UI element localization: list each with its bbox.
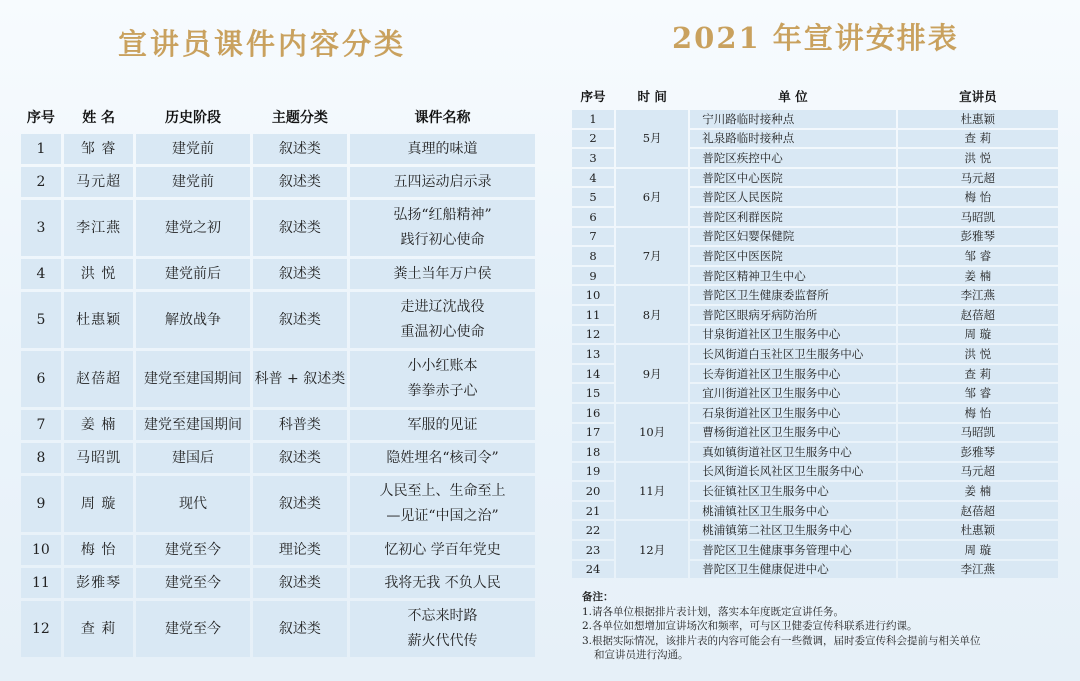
cell-course bbox=[350, 535, 535, 565]
cell-no: 23 bbox=[572, 541, 614, 559]
cell-unit: 普陀区眼病牙病防治所 bbox=[690, 306, 895, 324]
courseware-table-body bbox=[21, 134, 535, 657]
cell-course bbox=[350, 410, 535, 440]
cell-course bbox=[350, 200, 535, 256]
header-unit: 单 位 bbox=[778, 89, 808, 104]
cell-unit: 普陀区中心医院 bbox=[690, 169, 895, 187]
cell-month: 11月 bbox=[616, 463, 688, 520]
cell-no: 18 bbox=[572, 443, 614, 461]
cell-speaker: 查 莉 bbox=[898, 130, 1058, 148]
table-row bbox=[21, 443, 535, 473]
cell-category: 理论类 bbox=[253, 535, 347, 565]
cell-unit: 桃浦镇社区卫生服务中心 bbox=[690, 502, 895, 520]
cell-speaker: 洪 悦 bbox=[898, 149, 1058, 167]
table-row bbox=[21, 351, 535, 407]
cell-name: 马元超 bbox=[64, 167, 134, 197]
cell-category: 叙述类 bbox=[253, 476, 347, 532]
notes-section bbox=[582, 590, 1062, 663]
cell-no: 24 bbox=[572, 561, 614, 579]
cell-month: 9月 bbox=[616, 345, 688, 402]
cell-speaker: 姜 楠 bbox=[898, 482, 1058, 500]
cell-no: 22 bbox=[572, 521, 614, 539]
cell-month: 7月 bbox=[616, 228, 688, 285]
cell-stage: 建党至今 bbox=[136, 568, 249, 598]
table-row bbox=[572, 463, 1058, 481]
cell-category: 叙述类 bbox=[253, 134, 347, 164]
cell-no: 3 bbox=[21, 200, 61, 256]
cell-category: 叙述类 bbox=[253, 601, 347, 657]
cell-no: 21 bbox=[572, 502, 614, 520]
cell-month: 12月 bbox=[616, 521, 688, 578]
course-line: 粪土当年万户侯 bbox=[393, 265, 492, 282]
cell-course bbox=[350, 134, 535, 164]
cell-no: 4 bbox=[21, 259, 61, 289]
right-page-title: 2021 年宣讲安排表 bbox=[672, 21, 959, 55]
cell-no: 7 bbox=[572, 228, 614, 246]
course-line: 隐姓埋名“核司令” bbox=[386, 449, 499, 466]
cell-speaker: 杜惠颖 bbox=[898, 521, 1058, 539]
cell-name: 彭雅琴 bbox=[64, 568, 134, 598]
cell-no: 12 bbox=[572, 326, 614, 344]
cell-month: 10月 bbox=[616, 404, 688, 461]
cell-stage: 建党至建国期间 bbox=[136, 410, 249, 440]
table-row bbox=[572, 228, 1058, 246]
cell-no: 13 bbox=[572, 345, 614, 363]
cell-unit: 曹杨街道社区卫生服务中心 bbox=[690, 424, 895, 442]
cell-stage: 解放战争 bbox=[136, 292, 249, 348]
cell-unit: 普陀区卫生健康促进中心 bbox=[690, 561, 895, 579]
cell-category: 叙述类 bbox=[253, 443, 347, 473]
cell-stage: 建党前 bbox=[136, 134, 249, 164]
course-line: 五四运动启示录 bbox=[393, 173, 492, 190]
cell-no: 9 bbox=[21, 476, 61, 532]
cell-category: 科普类 bbox=[253, 410, 347, 440]
cell-no: 1 bbox=[572, 110, 614, 128]
cell-no: 19 bbox=[572, 463, 614, 481]
cell-no: 4 bbox=[572, 169, 614, 187]
cell-name: 周 璇 bbox=[64, 476, 134, 532]
cell-unit: 宁川路临时接种点 bbox=[690, 110, 895, 128]
header-speaker: 宣讲员 bbox=[959, 89, 997, 104]
cell-name: 查 莉 bbox=[64, 601, 134, 657]
table-row bbox=[21, 259, 535, 289]
cell-course bbox=[350, 601, 535, 657]
cell-no: 5 bbox=[572, 188, 614, 206]
cell-course bbox=[350, 476, 535, 532]
cell-speaker: 杜惠颖 bbox=[898, 110, 1058, 128]
cell-unit: 长风街道长风社区卫生服务中心 bbox=[690, 463, 895, 481]
note-line: 3.根据实际情况，该排片表的内容可能会有一些微调，届时委宣传科会提前与相关单位 bbox=[582, 634, 981, 647]
notes-label: 备注： bbox=[582, 591, 614, 603]
cell-no: 2 bbox=[572, 130, 614, 148]
cell-unit: 普陀区利群医院 bbox=[690, 208, 895, 226]
cell-no: 17 bbox=[572, 424, 614, 442]
courseware-category-table bbox=[18, 100, 538, 660]
cell-no: 10 bbox=[572, 286, 614, 304]
table-row bbox=[21, 568, 535, 598]
table-row bbox=[572, 345, 1058, 363]
cell-speaker: 马元超 bbox=[898, 169, 1058, 187]
cell-unit: 桃浦镇第二社区卫生服务中心 bbox=[690, 521, 895, 539]
cell-speaker: 彭雅琴 bbox=[898, 228, 1058, 246]
cell-no: 7 bbox=[21, 410, 61, 440]
cell-speaker: 李江燕 bbox=[898, 561, 1058, 579]
cell-unit: 石泉街道社区卫生服务中心 bbox=[690, 404, 895, 422]
cell-stage: 现代 bbox=[136, 476, 249, 532]
cell-name: 梅 怡 bbox=[64, 535, 134, 565]
cell-speaker: 查 莉 bbox=[898, 365, 1058, 383]
cell-speaker: 邹 睿 bbox=[898, 247, 1058, 265]
cell-name: 李江燕 bbox=[64, 200, 134, 256]
cell-name: 杜惠颖 bbox=[64, 292, 134, 348]
cell-speaker: 梅 怡 bbox=[898, 404, 1058, 422]
cell-month: 5月 bbox=[616, 110, 688, 167]
cell-course bbox=[350, 443, 535, 473]
cell-speaker: 邹 睿 bbox=[898, 384, 1058, 402]
cell-speaker: 梅 怡 bbox=[898, 188, 1058, 206]
cell-stage: 建党之初 bbox=[136, 200, 249, 256]
cell-stage: 建党至今 bbox=[136, 535, 249, 565]
cell-no: 11 bbox=[21, 568, 61, 598]
cell-no: 16 bbox=[572, 404, 614, 422]
table-row bbox=[21, 292, 535, 348]
cell-no: 6 bbox=[572, 208, 614, 226]
course-line: 不忘来时路 bbox=[407, 608, 478, 624]
table-row bbox=[21, 535, 535, 565]
cell-name: 马昭凯 bbox=[64, 443, 134, 473]
course-line: 弘扬“红船精神” bbox=[393, 207, 492, 223]
course-line: 军服的见证 bbox=[407, 416, 478, 433]
cell-name: 洪 悦 bbox=[64, 259, 134, 289]
cell-stage: 建党至建国期间 bbox=[136, 351, 249, 407]
cell-course bbox=[350, 259, 535, 289]
schedule-table bbox=[570, 82, 1060, 580]
cell-no: 8 bbox=[572, 247, 614, 265]
cell-unit: 普陀区卫生健康委监督所 bbox=[690, 286, 895, 304]
cell-unit: 甘泉街道社区卫生服务中心 bbox=[690, 326, 895, 344]
header-time: 时 间 bbox=[637, 89, 667, 104]
cell-no: 9 bbox=[572, 267, 614, 285]
cell-course bbox=[350, 167, 535, 197]
cell-name: 赵蓓超 bbox=[64, 351, 134, 407]
course-line: 薪火代代传 bbox=[407, 633, 478, 649]
cell-month: 8月 bbox=[616, 286, 688, 343]
course-line: 小小红账本 bbox=[407, 358, 478, 374]
cell-speaker: 周 璇 bbox=[898, 541, 1058, 559]
cell-unit: 普陀区精神卫生中心 bbox=[690, 267, 895, 285]
note-line: 和宣讲员进行沟通。 bbox=[594, 649, 689, 661]
cell-unit: 长征镇社区卫生服务中心 bbox=[690, 482, 895, 500]
cell-no: 3 bbox=[572, 149, 614, 167]
header-category: 主题分类 bbox=[271, 110, 328, 126]
cell-unit: 普陀区中医医院 bbox=[690, 247, 895, 265]
cell-category: 叙述类 bbox=[253, 167, 347, 197]
cell-unit: 长寿街道社区卫生服务中心 bbox=[690, 365, 895, 383]
cell-stage: 建国后 bbox=[136, 443, 249, 473]
header-no: 序号 bbox=[26, 110, 55, 126]
cell-unit: 普陀区妇婴保健院 bbox=[690, 228, 895, 246]
cell-no: 1 bbox=[21, 134, 61, 164]
course-line: —见证“中国之治” bbox=[386, 508, 499, 524]
cell-unit: 宜川街道社区卫生服务中心 bbox=[690, 384, 895, 402]
header-course: 课件名称 bbox=[414, 110, 471, 126]
cell-no: 10 bbox=[21, 535, 61, 565]
cell-no: 12 bbox=[21, 601, 61, 657]
cell-no: 15 bbox=[572, 384, 614, 402]
course-line: 人民至上、生命至上 bbox=[379, 483, 506, 499]
cell-category: 科普 + 叙述类 bbox=[253, 351, 347, 407]
cell-speaker: 李江燕 bbox=[898, 286, 1058, 304]
table-row bbox=[21, 476, 535, 532]
cell-category: 叙述类 bbox=[253, 259, 347, 289]
cell-category: 叙述类 bbox=[253, 292, 347, 348]
cell-no: 2 bbox=[21, 167, 61, 197]
table-row bbox=[572, 521, 1058, 539]
cell-speaker: 姜 楠 bbox=[898, 267, 1058, 285]
cell-name: 姜 楠 bbox=[64, 410, 134, 440]
cell-unit: 普陀区疾控中心 bbox=[690, 149, 895, 167]
cell-no: 6 bbox=[21, 351, 61, 407]
cell-no: 14 bbox=[572, 365, 614, 383]
cell-speaker: 马昭凯 bbox=[898, 424, 1058, 442]
cell-speaker: 马昭凯 bbox=[898, 208, 1058, 226]
cell-stage: 建党前后 bbox=[136, 259, 249, 289]
cell-stage: 建党前 bbox=[136, 167, 249, 197]
cell-category: 叙述类 bbox=[253, 200, 347, 256]
table-row bbox=[21, 410, 535, 440]
cell-stage: 建党至今 bbox=[136, 601, 249, 657]
cell-unit: 真如镇街道社区卫生服务中心 bbox=[690, 443, 895, 461]
cell-no: 20 bbox=[572, 482, 614, 500]
note-line: 2.各单位如想增加宣讲场次和频率，可与区卫健委宣传科联系进行约课。 bbox=[582, 620, 918, 632]
course-line: 我将无我 不负人民 bbox=[384, 574, 501, 591]
cell-unit: 普陀区人民医院 bbox=[690, 188, 895, 206]
schedule-table-body bbox=[572, 110, 1058, 578]
cell-unit: 普陀区卫生健康事务管理中心 bbox=[690, 541, 895, 559]
course-line: 真理的味道 bbox=[407, 140, 478, 157]
cell-month: 6月 bbox=[616, 169, 688, 226]
table-row bbox=[21, 134, 535, 164]
cell-course bbox=[350, 292, 535, 348]
cell-speaker: 周 璇 bbox=[898, 326, 1058, 344]
table-row bbox=[572, 169, 1058, 187]
table-row bbox=[572, 110, 1058, 128]
left-page-title: 宣讲员课件内容分类 bbox=[118, 27, 407, 61]
cell-speaker: 赵蓓超 bbox=[898, 502, 1058, 520]
header-stage: 历史阶段 bbox=[165, 110, 222, 126]
cell-unit: 礼泉路临时接种点 bbox=[690, 130, 895, 148]
table-row bbox=[21, 200, 535, 256]
course-line: 走进辽沈战役 bbox=[400, 299, 485, 315]
cell-speaker: 彭雅琴 bbox=[898, 443, 1058, 461]
cell-speaker: 赵蓓超 bbox=[898, 306, 1058, 324]
course-line: 忆初心 学百年党史 bbox=[384, 541, 501, 558]
cell-name: 邹 睿 bbox=[64, 134, 134, 164]
course-line: 践行初心使命 bbox=[400, 232, 485, 248]
table-row bbox=[21, 601, 535, 657]
table-row bbox=[21, 167, 535, 197]
cell-unit: 长风街道白玉社区卫生服务中心 bbox=[690, 345, 895, 363]
cell-no: 11 bbox=[572, 306, 614, 324]
header-name: 姓 名 bbox=[82, 110, 116, 126]
cell-course bbox=[350, 351, 535, 407]
cell-speaker: 马元超 bbox=[898, 463, 1058, 481]
table-header-row bbox=[21, 103, 535, 131]
course-line: 重温初心使命 bbox=[400, 324, 485, 340]
cell-course bbox=[350, 568, 535, 598]
cell-no: 5 bbox=[21, 292, 61, 348]
table-header-row bbox=[572, 84, 1058, 108]
cell-no: 8 bbox=[21, 443, 61, 473]
cell-category: 叙述类 bbox=[253, 568, 347, 598]
course-line: 拳拳赤子心 bbox=[407, 383, 478, 399]
header-no: 序号 bbox=[580, 89, 606, 104]
table-row bbox=[572, 286, 1058, 304]
cell-speaker: 洪 悦 bbox=[898, 345, 1058, 363]
note-line: 1.请各单位根据排片表计划，落实本年度既定宣讲任务。 bbox=[582, 605, 845, 618]
table-row bbox=[572, 404, 1058, 422]
